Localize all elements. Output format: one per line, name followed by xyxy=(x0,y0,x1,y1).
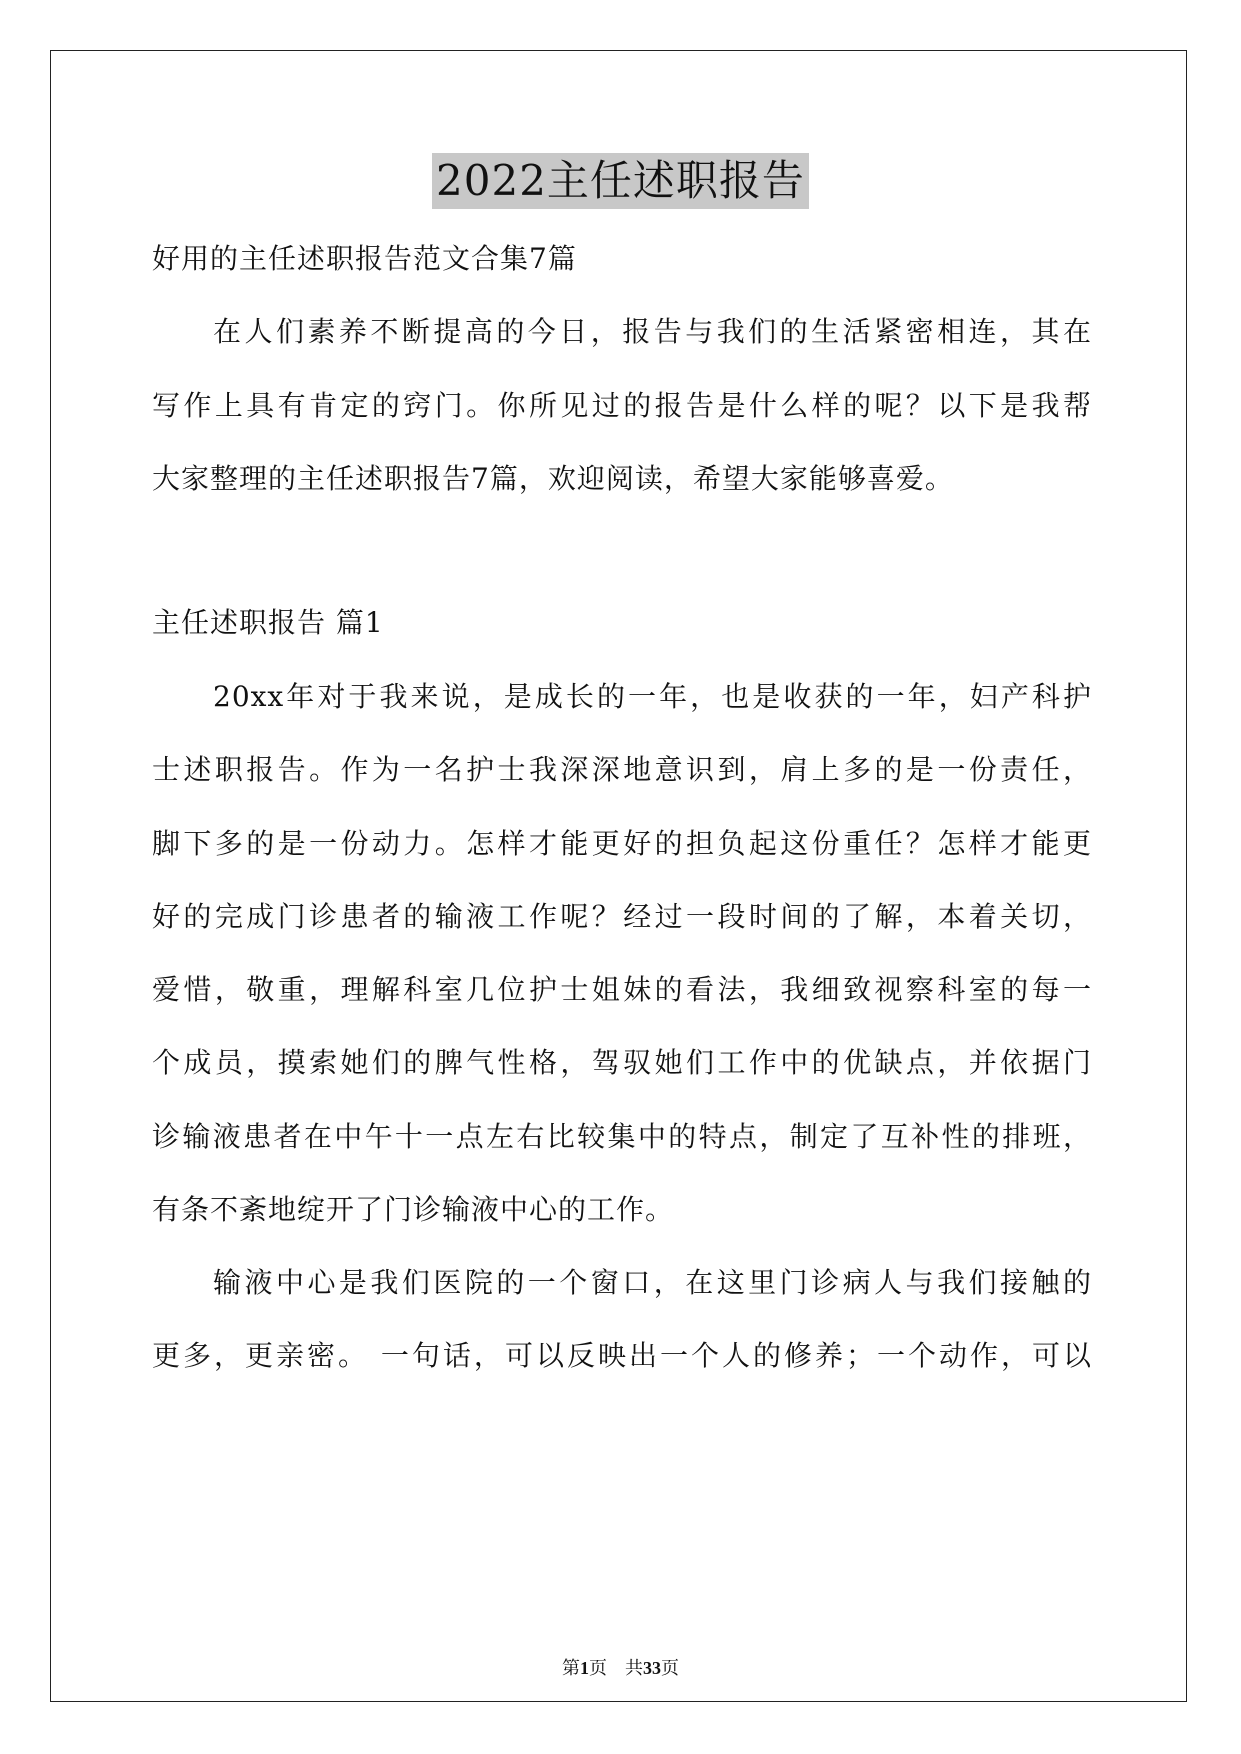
page-prefix: 第 xyxy=(562,1658,580,1678)
page-border xyxy=(50,50,1187,1702)
intro-line: 写作上具有肯定的窍门。你所见过的报告是什么样的呢？以下是我帮 xyxy=(152,389,1092,422)
intro-line: 在人们素养不断提高的今日，报告与我们的生活紧密相连，其在 xyxy=(213,315,1092,348)
section1-line: 个成员，摸索她们的脾气性格，驾驭她们工作中的优缺点，并依据门 xyxy=(152,1046,1092,1079)
section1-line: 爱惜，敬重，理解科室几位护士姐妹的看法，我细致视察科室的每一 xyxy=(152,973,1092,1006)
section2-line: 输液中心是我们医院的一个窗口，在这里门诊病人与我们接触的 xyxy=(213,1266,1092,1299)
document-title-text: 2022主任述职报告 xyxy=(432,153,809,209)
page-footer xyxy=(0,1656,1241,1680)
page-suffix: 页 xyxy=(589,1658,607,1678)
page-number: 1 xyxy=(580,1658,589,1678)
section1-line: 20xx年对于我来说，是成长的一年，也是收获的一年，妇产科护 xyxy=(213,680,1092,713)
total-suffix: 页 xyxy=(661,1658,679,1678)
section2-line: 更多，更亲密。 一句话，可以反映出一个人的修养；一个动作，可以 xyxy=(152,1339,1092,1372)
document-subtitle: 好用的主任述职报告范文合集7篇 xyxy=(152,242,577,275)
section1-line: 诊输液患者在中午十一点左右比较集中的特点，制定了互补性的排班， xyxy=(152,1120,1092,1153)
section1-line: 有条不紊地绽开了门诊输液中心的工作。 xyxy=(152,1193,675,1226)
intro-line: 大家整理的主任述职报告7篇，欢迎阅读，希望大家能够喜爱。 xyxy=(152,462,954,495)
section1-line: 士述职报告。作为一名护士我深深地意识到，肩上多的是一份责任， xyxy=(152,753,1092,786)
section1-line: 脚下多的是一份动力。怎样才能更好的担负起这份重任？怎样才能更 xyxy=(152,827,1092,860)
document-title xyxy=(0,153,1241,209)
section1-line: 好的完成门诊患者的输液工作呢？经过一段时间的了解，本着关切， xyxy=(152,900,1092,933)
section-heading: 主任述职报告 篇1 xyxy=(152,606,384,639)
total-pages: 33 xyxy=(643,1658,661,1678)
total-prefix: 共 xyxy=(625,1658,643,1678)
